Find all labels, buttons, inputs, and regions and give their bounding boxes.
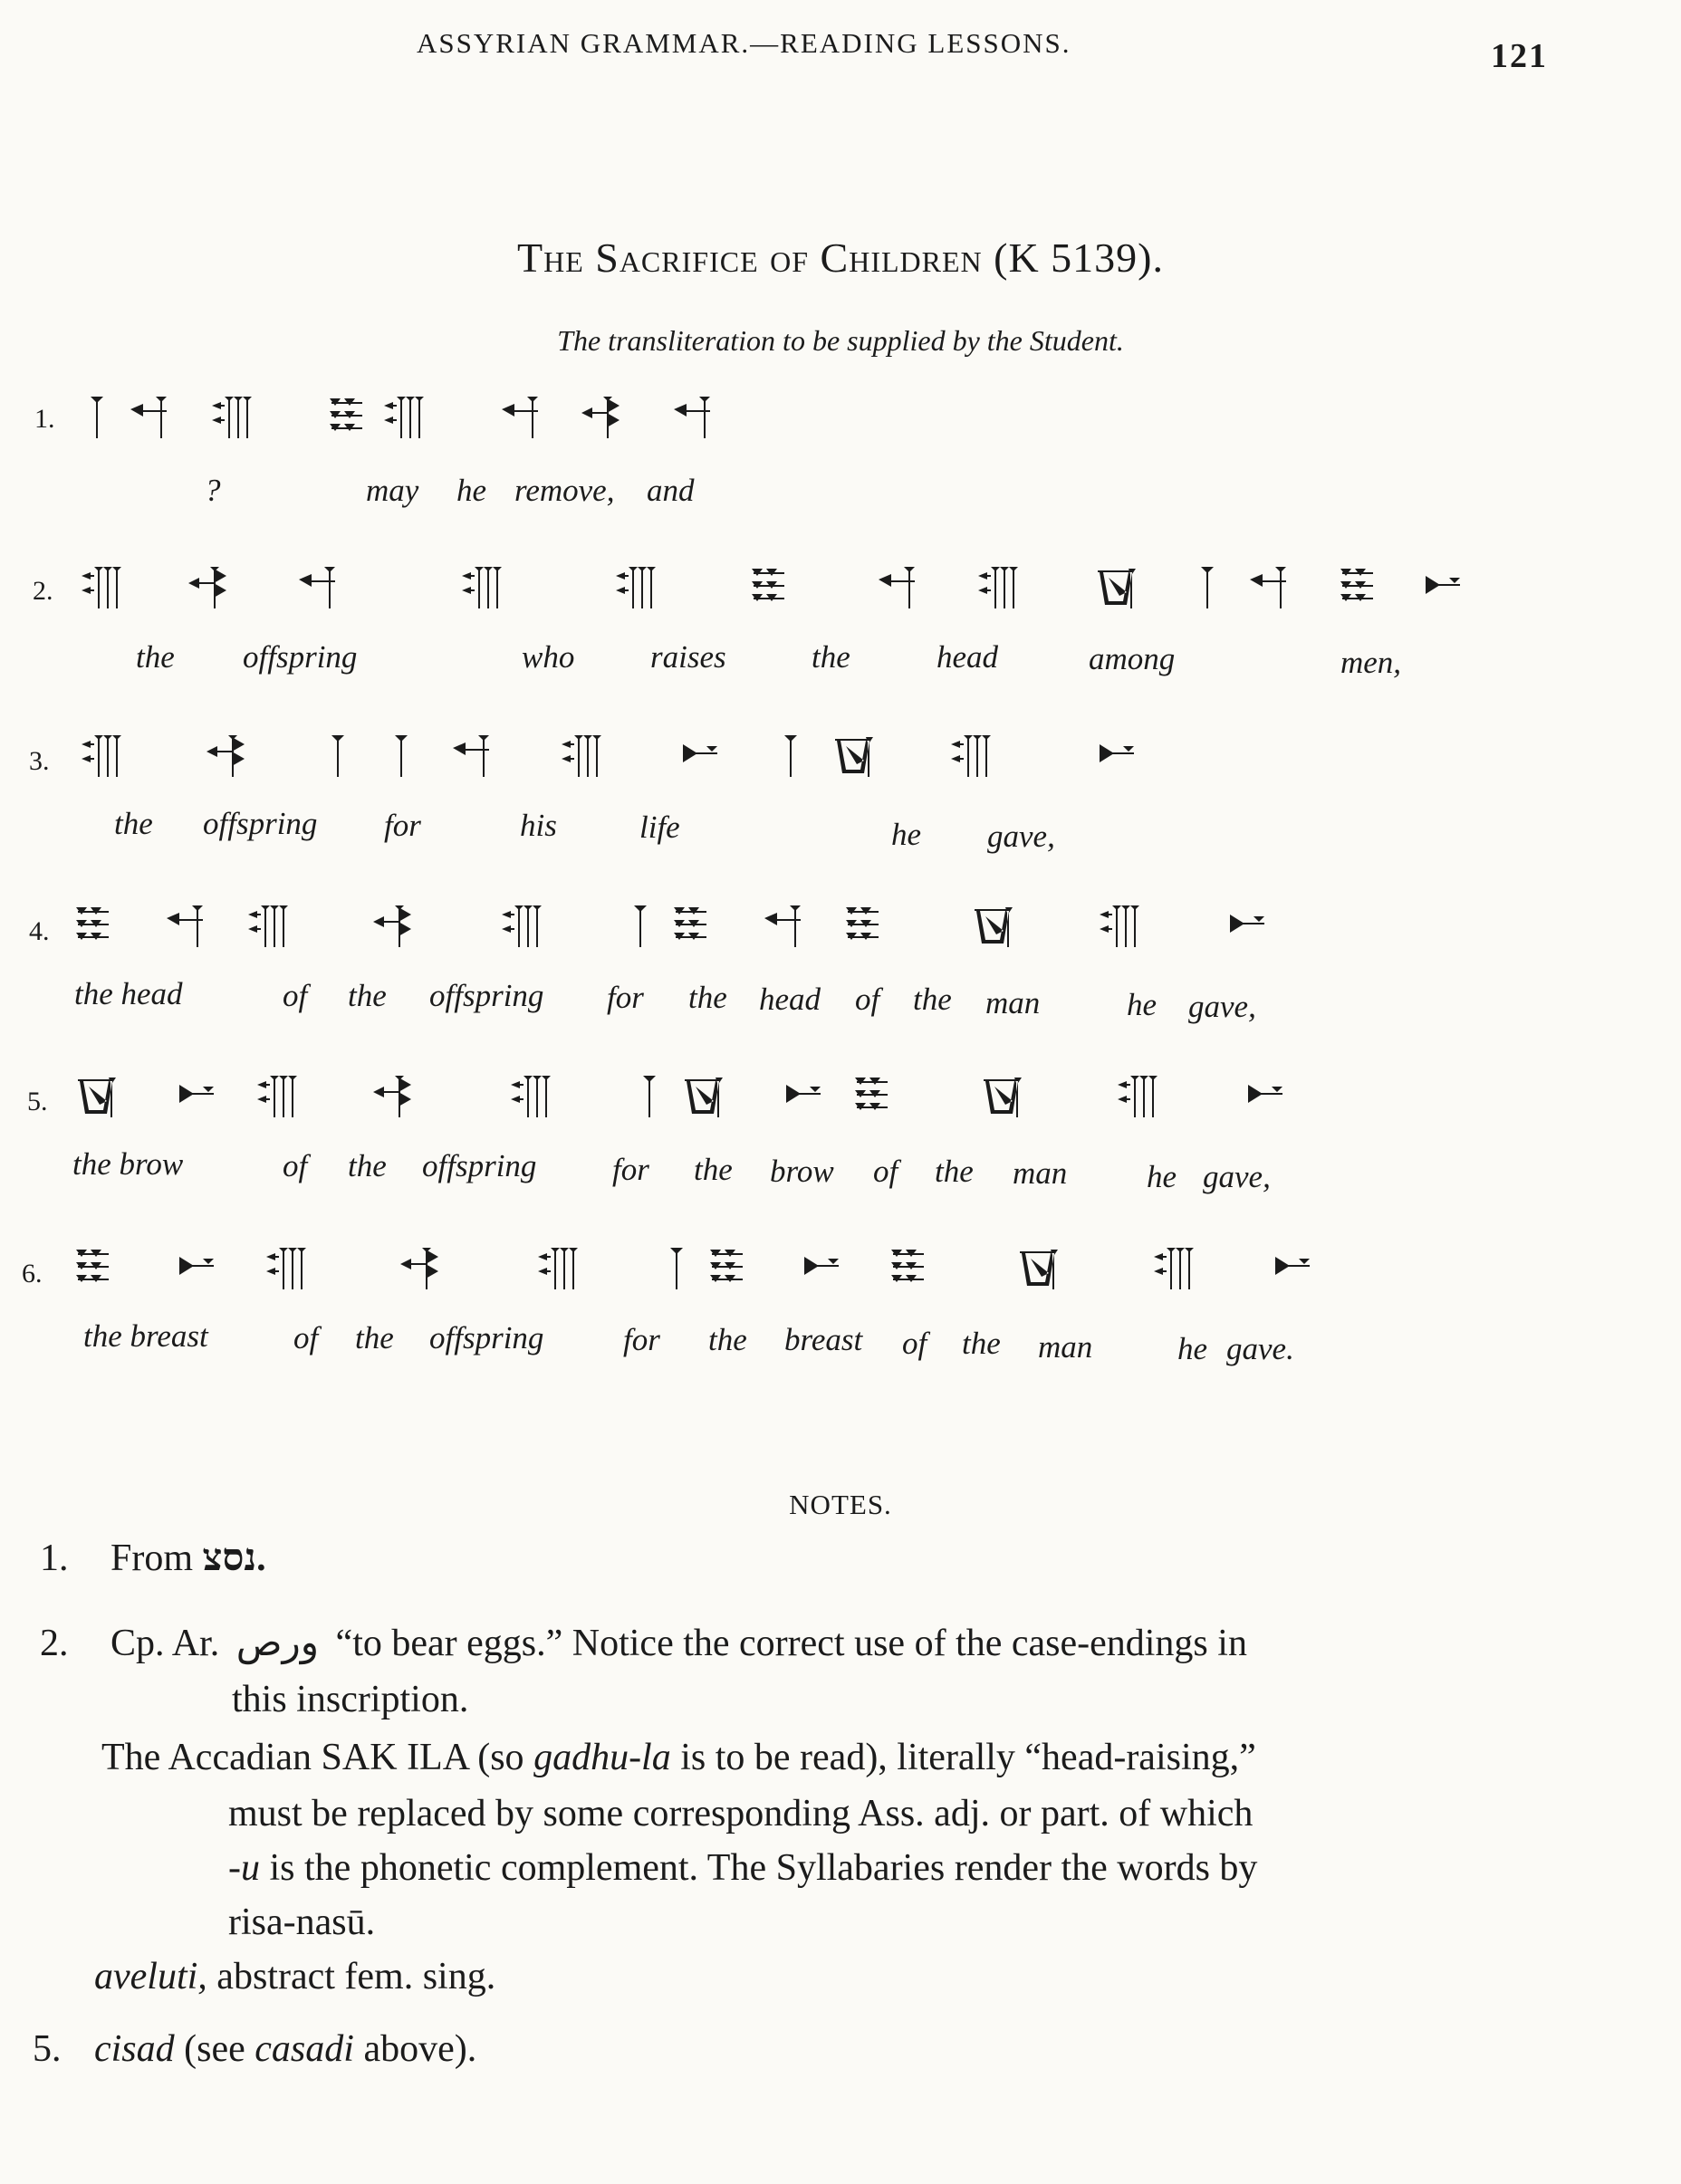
cuneiform-sign [679,1068,725,1123]
note-italic: aveluti, [94,1956,207,1997]
subtitle: The transliteration to be supplied by the Student. [557,324,1124,357]
cuneiform-sign [888,1240,933,1295]
gloss: he [891,817,922,852]
note-5 [33,2023,476,2075]
hebrew-word: נסצ. [202,1537,266,1579]
note-text: is the phonetic complement. The Syllabaries render the words by [269,1847,1258,1889]
note-text: abstract fem. sing. [216,1956,496,1997]
gloss: for [384,808,421,843]
cuneiform-sign [72,898,118,953]
gloss: among [1089,641,1176,676]
cuneiform-sign [295,560,341,614]
note-text: above). [363,2028,477,2070]
cuneiform-sign [978,1068,1023,1123]
cuneiform-sign [851,1068,897,1123]
gloss: offspring [422,1148,537,1183]
gloss: head [759,982,821,1017]
cuneiform-sign [1092,560,1138,614]
cuneiform-line-2 [78,560,1527,614]
gloss: life [639,809,680,845]
page-number: 121 [1491,37,1548,75]
gloss: the [913,982,952,1017]
cuneiform-sign [947,728,993,782]
cuneiform-sign [766,728,812,782]
gloss: for [612,1152,649,1187]
gloss: raises [650,639,726,675]
cuneiform-sign [263,1240,308,1295]
cuneiform-sign [676,728,721,782]
note-italic: cisad [94,2028,175,2070]
gloss: offspring [429,978,544,1013]
gloss: the [935,1154,974,1189]
gloss: of [293,1320,319,1355]
cuneiform-sign [797,1240,842,1295]
cuneiform-sign [830,728,875,782]
gloss: the [348,1148,387,1183]
gloss: breast [784,1322,863,1357]
gloss: head [937,639,999,675]
gloss: the [348,978,387,1013]
gloss: he [456,473,487,508]
cuneiform-sign [377,728,422,782]
cuneiform-sign [1268,1240,1313,1295]
cuneiform-sign [1092,728,1138,782]
gloss: the [136,639,175,675]
gloss: he [1177,1331,1208,1366]
gloss: man [1038,1329,1093,1365]
cuneiform-sign [72,1068,118,1123]
cuneiform-sign [172,1068,217,1123]
note-text: (see [184,2028,245,2070]
gloss: the breast [83,1318,208,1354]
cuneiform-sign [72,1240,118,1295]
cuneiform-sign [78,560,123,614]
cuneiform-sign [1114,1068,1159,1123]
cuneiform-line-5 [72,1068,1322,1123]
line-number: 6. [22,1259,43,1288]
gloss: of [855,982,880,1017]
running-title: ASSYRIAN GRAMMAR.—READING LESSONS. [417,27,1071,59]
gloss: and [647,473,695,508]
arabic-word: ورص [235,1623,320,1664]
cuneiform-sign [580,389,625,444]
gloss: brow [770,1154,834,1189]
cuneiform-sign [172,1240,217,1295]
gloss: the [688,980,727,1015]
note-italic: -u [228,1847,260,1889]
page-title [0,234,1681,282]
note-2-cont: this inscription. [232,1679,469,1720]
cuneiform-sign [761,898,806,953]
gloss: the [114,806,153,841]
cuneiform-sign [875,560,920,614]
note-paragraph [101,1731,1256,1784]
note-2 [40,1617,1247,1670]
cuneiform-sign [1183,560,1228,614]
cuneiform-line-4 [72,898,1304,953]
cuneiform-sign [399,1240,444,1295]
cuneiform-sign [1150,1240,1196,1295]
gloss: offspring [203,806,318,841]
line-number: 2. [33,576,53,606]
gloss: the [812,639,850,675]
cuneiform-sign [127,389,172,444]
note-number: 5. [33,2028,62,2070]
note-paragraph-line: must be replaced by some corresponding Ass. adj. or part. of which [228,1793,1254,1834]
cuneiform-sign [326,389,371,444]
title-ref: (K 5139). [994,235,1164,281]
cuneiform-sign [72,389,118,444]
line-number: 3. [29,746,50,776]
gloss: the [708,1322,747,1357]
note-text: is to be read), literally “head-raising,” [680,1737,1256,1778]
notes-heading: NOTES. [789,1489,892,1520]
cuneiform-sign [208,389,254,444]
line-number: 1. [34,404,55,434]
gloss: the head [74,976,183,1011]
gloss: for [607,980,644,1015]
note-italic: gadhu-la [533,1737,671,1778]
gloss: he [1147,1159,1177,1194]
cuneiform-sign [1014,1240,1060,1295]
gloss: gave, [987,819,1055,854]
gloss: the [962,1326,1001,1361]
note-paragraph-line: risa-nasū. [228,1901,376,1943]
line-number: 5. [27,1087,48,1116]
gloss: his [520,808,557,843]
cuneiform-sign [842,898,888,953]
cuneiform-sign [507,1068,552,1123]
gloss: gave. [1226,1331,1294,1366]
cuneiform-sign [534,1240,580,1295]
cuneiform-sign [254,1068,299,1123]
gloss: men, [1340,645,1402,680]
note-text: The Accadian SAK ILA (so [101,1737,524,1778]
cuneiform-sign [1223,898,1268,953]
cuneiform-sign [1337,560,1382,614]
note-text: Cp. Ar. [110,1623,220,1664]
note-1 [40,1532,266,1585]
note-paragraph-line [228,1842,1257,1894]
gloss: of [902,1326,927,1361]
gloss: may [366,473,419,508]
gloss: the brow [72,1146,184,1182]
cuneiform-sign [449,728,495,782]
gloss: who [522,639,575,675]
gloss: the [694,1152,733,1187]
gloss: remove, [514,473,615,508]
cuneiform-sign [1418,560,1464,614]
gloss: of [873,1154,898,1189]
note-text: From [110,1537,194,1579]
gloss: of [283,1148,308,1183]
note-number: 1. [40,1537,69,1579]
cuneiform-sign [498,898,543,953]
gloss: he [1127,987,1157,1022]
gloss: the [355,1320,394,1355]
cuneiform-sign [1096,898,1141,953]
cuneiform-sign [706,1240,752,1295]
cuneiform-sign [78,728,123,782]
cuneiform-line-3 [78,728,1165,782]
note-text: “to bear eggs.” Notice the correct use of the case-endings in [335,1623,1247,1664]
cuneiform-sign [616,898,661,953]
cuneiform-sign [779,1068,824,1123]
cuneiform-sign [498,389,543,444]
cuneiform-sign [670,389,716,444]
note-italic: casadi [255,2028,354,2070]
cuneiform-sign [975,560,1020,614]
gloss: gave, [1188,989,1256,1024]
cuneiform-sign [380,389,426,444]
gloss: offspring [243,639,358,675]
title-text: The Sacrifice of Children [516,235,983,281]
gloss: ? [205,473,221,508]
cuneiform-sign [187,560,232,614]
cuneiform-sign [205,728,250,782]
line-number: 4. [29,916,50,946]
gloss: gave, [1203,1159,1271,1194]
cuneiform-sign [558,728,603,782]
gloss: man [1013,1155,1068,1191]
cuneiform-sign [245,898,290,953]
gloss: of [283,978,308,1013]
cuneiform-sign [1246,560,1292,614]
cuneiform-sign [313,728,359,782]
cuneiform-sign [458,560,504,614]
cuneiform-sign [969,898,1014,953]
gloss: offspring [429,1320,544,1355]
cuneiform-sign [652,1240,697,1295]
note-number: 2. [40,1623,69,1664]
cuneiform-sign [612,560,658,614]
cuneiform-sign [625,1068,670,1123]
gloss: man [985,985,1041,1020]
cuneiform-sign [748,560,793,614]
cuneiform-sign [371,1068,417,1123]
gloss: for [623,1322,660,1357]
cuneiform-sign [371,898,417,953]
cuneiform-line-6 [72,1240,1359,1295]
cuneiform-sign [1241,1068,1286,1123]
cuneiform-sign [163,898,208,953]
cuneiform-sign [670,898,716,953]
cuneiform-line-1 [72,389,743,444]
note-paragraph [94,1950,495,2003]
